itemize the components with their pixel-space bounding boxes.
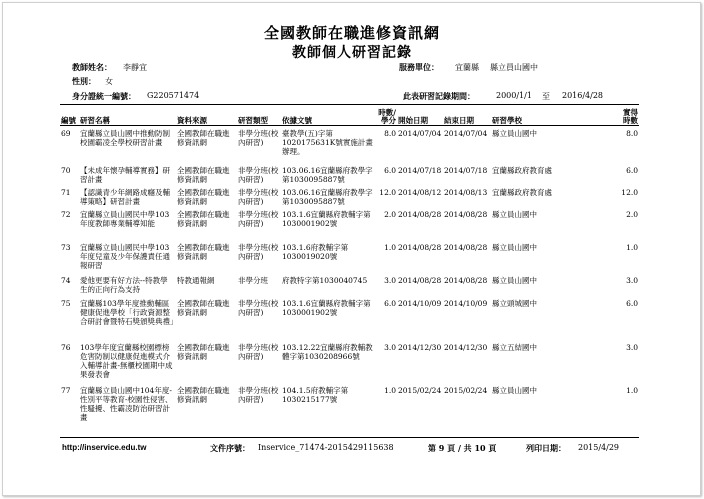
unit-county: 宜蘭縣 — [455, 63, 479, 72]
cell-source: 特教通報網 — [177, 275, 215, 285]
page-total: 10 — [474, 443, 486, 453]
cell-basis: 103.1.6宜蘭縣府教輔字第1030001902號 — [282, 209, 371, 228]
cell-school: 縣立五結國中 — [492, 342, 537, 352]
cell-source: 全國教師在職進修資訊網 — [177, 342, 230, 361]
header-school: 研習學校 — [492, 116, 522, 125]
cell-end: 2014/07/18 — [444, 165, 488, 175]
cell-start: 2014/07/18 — [398, 165, 442, 175]
cell-type: 非學分班(校內研習) — [238, 298, 279, 317]
header-start: 開始日期 — [398, 116, 428, 125]
cell-no: 70 — [61, 165, 71, 175]
cell-basis: 府教特字第1030040745 — [282, 275, 368, 285]
cell-start: 2014/08/28 — [398, 242, 442, 252]
cell-no: 75 — [61, 298, 71, 308]
cell-type: 非學分班(校內研習) — [238, 128, 279, 147]
header-source: 資料來源 — [177, 116, 207, 125]
cell-no: 74 — [61, 275, 71, 285]
cell-end: 2014/08/28 — [444, 209, 488, 219]
header-hours — [377, 109, 397, 126]
cell-source: 全國教師在職進修資訊網 — [177, 298, 230, 317]
cell-school: 縣立員山國中 — [492, 275, 537, 285]
cell-school: 縣立頭城國中 — [492, 298, 537, 308]
cell-hours: 3.0 — [384, 275, 396, 285]
cell-source: 全國教師在職進修資訊網 — [177, 187, 230, 206]
bottom-rule — [60, 437, 639, 438]
footer-print-label: 列印日期： — [526, 443, 566, 453]
cell-basis: 103.1.6宜蘭縣府教輔字第1030001902號 — [282, 298, 371, 317]
cell-name: 宜蘭縣立員山國民中學103年度教師專業輔導知能 — [80, 209, 170, 228]
cell-end: 2014/07/04 — [444, 128, 488, 138]
table-row — [60, 385, 639, 429]
cell-source: 全國教師在職進修資訊網 — [177, 209, 230, 228]
cell-no: 73 — [61, 242, 71, 252]
cell-end: 2014/10/09 — [444, 298, 488, 308]
period-to: 至 — [542, 92, 550, 101]
unit-label: 服務單位： — [399, 62, 439, 72]
cell-school: 宜蘭縣政府教育處 — [492, 165, 552, 175]
table-header-row — [60, 109, 639, 126]
cell-type: 非學分班(校內研習) — [238, 342, 279, 361]
cell-type: 非學分班(校內研習) — [238, 187, 279, 206]
cell-school: 宜蘭縣政府教育處 — [492, 187, 552, 197]
cell-type: 非學分班(校內研習) — [238, 385, 279, 404]
cell-basis: 103.1.6府教輔字第1030019020號 — [282, 242, 349, 261]
cell-source: 全國教師在職進修資訊網 — [177, 165, 230, 184]
cell-no: 77 — [61, 385, 71, 395]
cell-no: 76 — [61, 342, 71, 352]
cell-no: 72 — [61, 209, 71, 219]
cell-type: 非學分班(校內研習) — [238, 209, 279, 228]
cell-name: 愛他更要有好方法--特教學生的正向行為支持 — [80, 275, 168, 294]
gender-value: 女 — [105, 77, 113, 86]
header-credit-line1: 實得 — [623, 108, 638, 117]
cell-basis: 103.06.16宜蘭縣府教學字第1030095887號 — [282, 165, 373, 184]
records-table — [60, 109, 639, 429]
period-end: 2016/4/28 — [562, 91, 604, 100]
gender-label: 性別： — [72, 76, 96, 86]
cell-school: 縣立員山國中 — [492, 128, 537, 138]
unit-school: 縣立員山國中 — [490, 63, 538, 72]
cell-end: 2014/08/28 — [444, 275, 488, 285]
page-current: 9 — [438, 443, 445, 453]
cell-end: 2014/08/28 — [444, 242, 488, 252]
cell-start: 2015/02/24 — [398, 385, 442, 395]
page-subtitle: 教師個人研習記錄 — [292, 45, 412, 61]
cell-basis: 103.12.22宜蘭縣府教輔教體字第1030208966號 — [282, 342, 373, 361]
cell-hours: 8.0 — [384, 128, 396, 138]
footer-print-date: 2015/4/29 — [578, 443, 620, 452]
cell-school: 縣立員山國中 — [492, 242, 537, 252]
cell-name: 103學年度宜蘭縣校園標榜危害防制以健康促進模式介入輔導計畫-無櫃校園期中成果發表會 — [80, 342, 173, 379]
cell-type: 非學分班(校內研習) — [238, 165, 279, 184]
cell-basis: 104.1.5府教輔字第1030215177號 — [282, 385, 349, 404]
cell-basis: 臺教學(五)字第1020175631K號實施計畫辦理。 — [282, 128, 373, 156]
cell-credit: 3.0 — [626, 275, 638, 285]
header-hours-line2: 學分 — [381, 116, 396, 125]
page-suffix: 頁 — [488, 443, 497, 453]
cell-name: 宜蘭縣立員山國民中學103年度兒童及少年保護責任通報研習 — [80, 242, 170, 270]
table-row — [60, 187, 639, 209]
cell-credit: 1.0 — [626, 385, 638, 395]
cell-name: 宜蘭縣立員山國中推動防制校園霸凌全學校研習計畫 — [80, 128, 170, 147]
footer-page-indicator — [428, 443, 496, 454]
cell-no: 71 — [61, 187, 71, 197]
header-hours-line1: 時數/ — [378, 108, 396, 117]
cell-credit: 2.0 — [626, 209, 638, 219]
table-row — [60, 298, 639, 342]
page-prefix: 第 — [428, 443, 436, 453]
cell-credit: 1.0 — [626, 242, 638, 252]
cell-source: 全國教師在職進修資訊網 — [177, 242, 230, 261]
cell-name: 【認識青少年網路成癮及輔導策略】研習計畫 — [80, 187, 170, 206]
cell-start: 2014/12/30 — [398, 342, 442, 352]
cell-type: 非學分班 — [238, 275, 268, 285]
id-label: 身分證統一編號： — [72, 91, 136, 101]
cell-no: 69 — [61, 128, 71, 138]
teacher-name-value: 李靜宜 — [123, 63, 147, 72]
cell-hours: 1.0 — [384, 242, 396, 252]
cell-hours: 6.0 — [384, 165, 396, 175]
cell-hours: 1.0 — [384, 385, 396, 395]
period-start: 2000/1/1 — [496, 91, 532, 100]
page-mid: 頁 / 共 — [447, 443, 472, 453]
header-credit — [588, 109, 639, 126]
cell-name: 宜蘭縣103學年度推動輔區健康促進學校「行政資源整合研討會暨特石獎頒獎典禮」 — [80, 298, 178, 326]
period-label: 此表研習記錄期間： — [403, 91, 475, 101]
cell-type: 非學分班(校內研習) — [238, 242, 279, 261]
page-title: 全國教師在職進修資訊網 — [263, 24, 440, 42]
header-no: 編號 — [61, 116, 76, 125]
cell-end: 2014/12/30 — [444, 342, 488, 352]
cell-credit: 6.0 — [626, 298, 638, 308]
cell-credit: 8.0 — [626, 128, 638, 138]
table-row — [60, 342, 639, 385]
header-end: 結束日期 — [444, 116, 474, 125]
cell-credit: 12.0 — [621, 187, 638, 197]
table-row — [60, 165, 639, 187]
cell-credit: 6.0 — [626, 165, 638, 175]
top-rule — [60, 104, 639, 105]
cell-school: 縣立員山國中 — [492, 385, 537, 395]
table-row — [60, 242, 639, 275]
cell-school: 縣立員山國中 — [492, 209, 537, 219]
footer-serial-value: Inservice_71474-2015429115638 — [258, 443, 394, 452]
cell-start: 2014/08/28 — [398, 275, 442, 285]
cell-hours: 6.0 — [384, 298, 396, 308]
cell-source: 全國教師在職進修資訊網 — [177, 385, 230, 404]
teacher-name-label: 教師姓名： — [72, 62, 112, 72]
cell-start: 2014/10/09 — [398, 298, 442, 308]
cell-name: 宜蘭縣立員山國中104年度-性別平等教育-校園性侵害、性騷擾、性霸凌防治研習計畫 — [80, 385, 173, 422]
cell-source: 全國教師在職進修資訊網 — [177, 128, 230, 147]
header-basis: 依據文號 — [282, 116, 312, 125]
table-row — [60, 275, 639, 298]
cell-start: 2014/08/12 — [398, 187, 442, 197]
table-row — [60, 209, 639, 242]
cell-credit: 3.0 — [626, 342, 638, 352]
cell-hours: 2.0 — [384, 209, 396, 219]
cell-end: 2014/08/13 — [444, 187, 488, 197]
cell-name: 【未成年懷孕輔導實務】研習計畫 — [80, 165, 170, 184]
header-type: 研習類型 — [238, 116, 268, 125]
footer-url: http://inservice.edu.tw — [62, 443, 147, 452]
table-row — [60, 128, 639, 165]
id-value: G220571474 — [147, 91, 200, 100]
footer-serial-label: 文件序號： — [210, 443, 250, 453]
cell-basis: 103.06.16宜蘭縣府教學字第1030095887號 — [282, 187, 373, 206]
cell-start: 2014/08/28 — [398, 209, 442, 219]
cell-hours: 3.0 — [384, 342, 396, 352]
cell-hours: 12.0 — [379, 187, 396, 197]
header-name: 研習名稱 — [80, 116, 110, 125]
header-credit-line2: 時數 — [623, 116, 638, 125]
cell-end: 2015/02/24 — [444, 385, 488, 395]
cell-start: 2014/07/04 — [398, 128, 442, 138]
